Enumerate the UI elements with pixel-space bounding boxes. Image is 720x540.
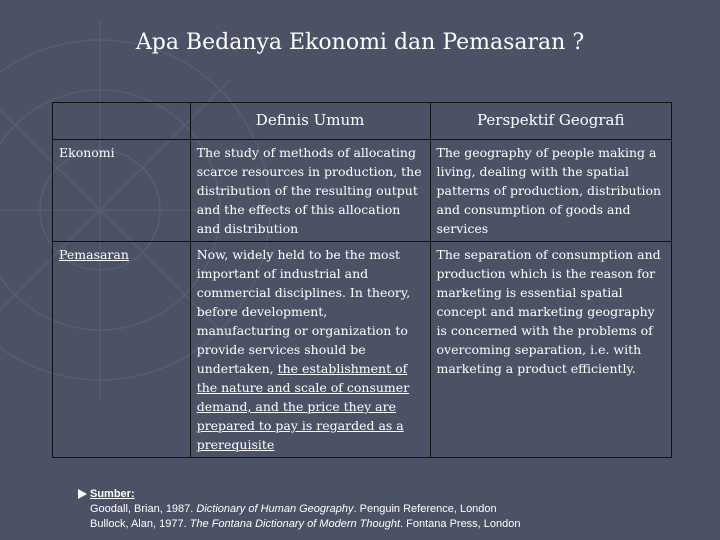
table-row-pemasaran <box>53 242 672 458</box>
header-perspektif-geografi: Perspektif Geografi <box>430 103 672 140</box>
header-definisi-umum: Definis Umum <box>190 103 430 140</box>
cell-definisi: The study of methods of allocating scarce resources in production, the distribution of the resulting output and the effects of this allocation and distribution <box>190 140 430 242</box>
row-label <box>53 242 191 458</box>
sources-label: Sumber: <box>90 488 135 500</box>
header-empty <box>53 103 191 140</box>
header-row <box>53 103 672 140</box>
ref-author: Bullock, Alan, 1977. <box>90 518 190 530</box>
source-ref <box>90 517 690 532</box>
ref-publisher: . Fontana Press, London <box>400 518 521 530</box>
sources-block <box>90 487 690 532</box>
ref-publisher: . Penguin Reference, London <box>353 503 497 515</box>
cell-definisi <box>190 242 430 458</box>
ref-author: Goodall, Brian, 1987. <box>90 503 197 515</box>
row-label: Ekonomi <box>53 140 191 242</box>
comparison-table <box>52 102 672 458</box>
bullet-arrow-icon <box>78 489 87 499</box>
ref-title: Dictionary of Human Geography <box>196 503 354 515</box>
slide-title: Apa Bedanya Ekonomi dan Pemasaran ? <box>135 30 585 55</box>
definisi-text: Now, widely held to be the most important of industrial and commercial disciplines. In theory, before development, manufacturing or organization to provide services should be undertaken, <box>196 247 411 376</box>
source-ref <box>90 502 690 517</box>
cell-perspektif: The geography of people making a living, dealing with the spatial patterns of production, distribution and consumption of goods and services <box>430 140 672 242</box>
table-row-ekonomi <box>53 140 672 242</box>
definisi-underlined-text: the establishment of the nature and scale of consumer demand, and the price they are prepared to pay is regarded as a prerequisite <box>196 361 410 452</box>
cell-perspektif: The separation of consumption and production which is the reason for marketing is essential spatial concept and marketing geography is concerned with the problems of overcoming separation, i.e. with marketing a product efficiently. <box>430 242 672 458</box>
row-label-text: Pemasaran <box>59 247 129 262</box>
ref-title: The Fontana Dictionary of Modern Thought <box>189 518 401 530</box>
